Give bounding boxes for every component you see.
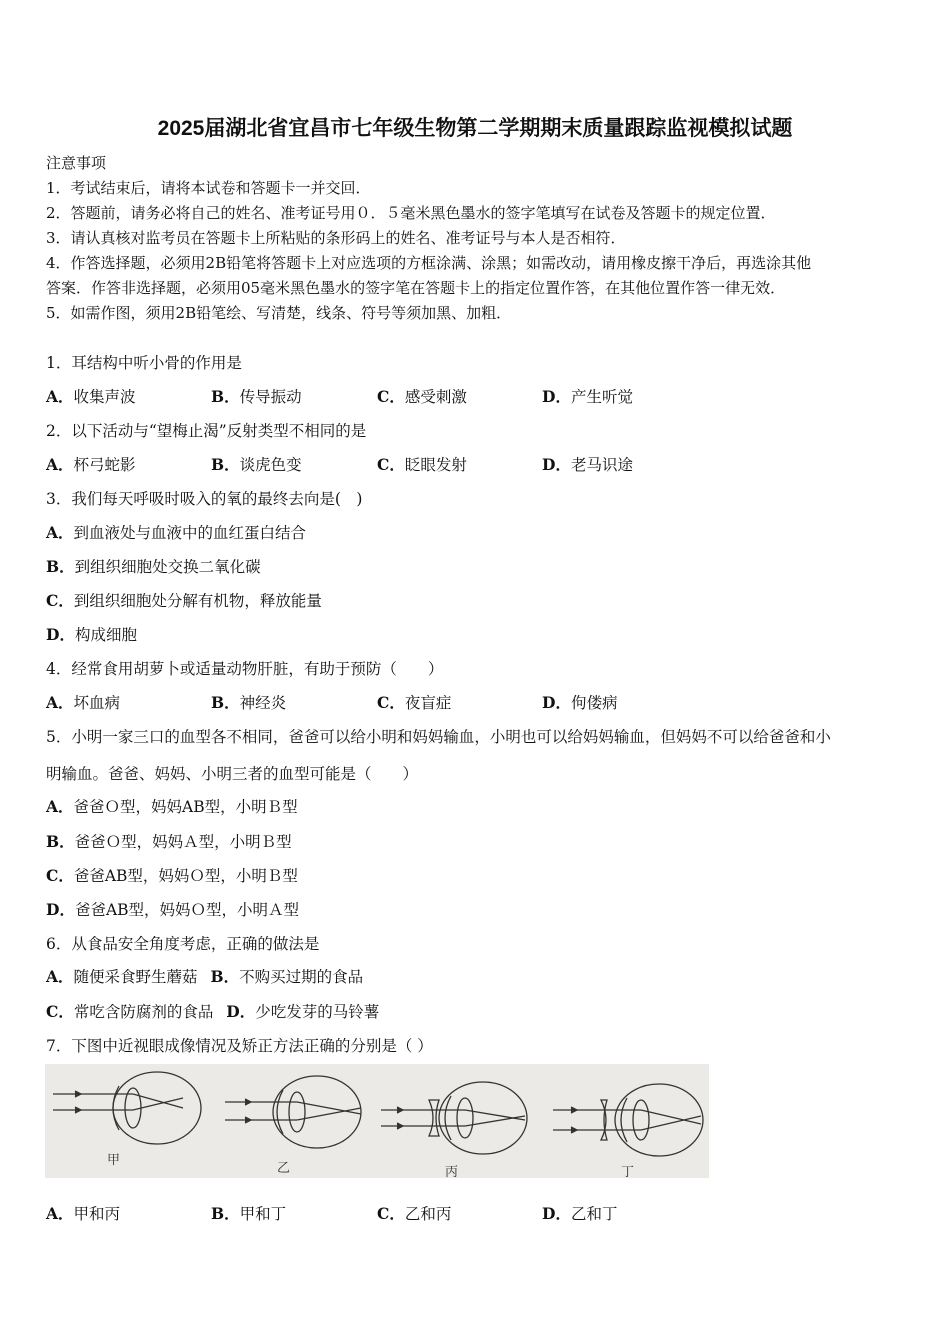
option-c: C．感受刺激 [377, 387, 467, 406]
question-stem: 4．经常食用胡萝卜或适量动物肝脏，有助于预防（ ） [46, 660, 444, 678]
option-a: A．爸爸Ｏ型，妈妈AB型，小明Ｂ型 [46, 797, 298, 816]
figure-label-bing: 丙 [445, 1165, 459, 1178]
notice-item: 答案．作答非选择题，必须用05毫米黑色墨水的签字笔在答题卡上的指定位置作答，在其他位置作答一律无效． [46, 279, 786, 297]
option-d: D．产生听觉 [542, 387, 633, 406]
eye-diagram-bing [381, 1082, 527, 1154]
eye-diagram-figure [45, 1064, 709, 1178]
option-a: A．甲和丙 [46, 1204, 121, 1223]
option-b: B．爸爸Ｏ型，妈妈Ａ型，小明Ｂ型 [46, 832, 292, 851]
figure-label-yi: 乙 [277, 1161, 291, 1176]
option-c: C．乙和丙 [377, 1204, 452, 1223]
notice-item: 3．请认真核对监考员在答题卡上所粘贴的条形码上的姓名、准考证号与本人是否相符． [46, 229, 626, 247]
option-b: B．传导振动 [211, 387, 302, 406]
option-row [46, 1000, 379, 1022]
question-stem-continued: 明输血。爸爸、妈妈、小明三者的血型可能是（ ） [46, 765, 419, 783]
question-stem: 7．下图中近视眼成像情况及矫正方法正确的分别是（ ） [46, 1037, 433, 1055]
option-b: B．甲和丁 [211, 1204, 287, 1223]
option-d: D．爸爸AB型，妈妈Ｏ型，小明Ａ型 [46, 900, 300, 919]
figure-label-ding: 丁 [621, 1165, 635, 1178]
eye-diagram [45, 1064, 709, 1178]
question-stem: 5．小明一家三口的血型各不相同，爸爸可以给小明和妈妈输血，小明也可以给妈妈输血，但妈妈不可以给爸爸和小 [46, 728, 831, 746]
eye-diagram-yi [225, 1076, 361, 1148]
eye-diagram-ding [553, 1084, 703, 1156]
option-b: B．谈虎色变 [211, 455, 302, 474]
notice-item: 1．考试结束后，请将本试卷和答题卡一并交回． [46, 179, 371, 197]
option-a: A．到血液处与血液中的血红蛋白结合 [46, 523, 307, 542]
notice-item: 2．答题前，请务必将自己的姓名、准考证号用０．５毫米黑色墨水的签字笔填写在试卷及答题卡的规定位置． [46, 204, 776, 222]
question-stem: 2．以下活动与“望梅止渴”反射类型不相同的是 [46, 422, 367, 440]
question-stem: 3．我们每天呼吸时吸入的氧的最终去向是( ) [46, 490, 363, 508]
option-a: A．收集声波 [46, 387, 136, 406]
option-d: D．构成细胞 [46, 625, 137, 644]
option-c: C．爸爸AB型，妈妈Ｏ型，小明Ｂ型 [46, 866, 298, 885]
option-d: D．乙和丁 [542, 1204, 618, 1223]
option-b: B．神经炎 [211, 693, 287, 712]
option-row [46, 965, 363, 987]
notice-heading: 注意事项 [46, 154, 107, 172]
option-a: A．随便采食野生蘑菇 [46, 967, 198, 986]
option-c: C．到组织细胞处分解有机物，释放能量 [46, 591, 322, 610]
option-b: B．到组织细胞处交换二氧化碳 [46, 557, 261, 576]
notice-item: 4．作答选择题，必须用2B铅笔将答题卡上对应选项的方框涂满、涂黑；如需改动，请用橡皮擦干净后，再选涂其他 [46, 254, 812, 272]
option-d: D．佝偻病 [542, 693, 618, 712]
figure-label-jia: 甲 [107, 1153, 121, 1168]
option-d: D．少吃发芽的马铃薯 [226, 1002, 380, 1021]
option-a: A．杯弓蛇影 [46, 455, 136, 474]
option-a: A．坏血病 [46, 693, 121, 712]
option-b: B．不购买过期的食品 [210, 967, 364, 986]
notice-item: 5．如需作图，须用2B铅笔绘、写清楚，线条、符号等须加黑、加粗． [46, 304, 512, 322]
option-d: D．老马识途 [542, 455, 633, 474]
question-stem: 1．耳结构中听小骨的作用是 [46, 354, 242, 372]
eye-diagram-jia [53, 1072, 201, 1144]
option-c: C．夜盲症 [377, 693, 452, 712]
question-stem: 6．从食品安全角度考虑，正确的做法是 [46, 935, 320, 953]
page-title: 2025届湖北省宜昌市七年级生物第二学期期末质量跟踪监视模拟试题 [157, 117, 793, 140]
option-c: C．常吃含防腐剂的食品 [46, 1002, 214, 1021]
option-c: C．眨眼发射 [377, 455, 467, 474]
